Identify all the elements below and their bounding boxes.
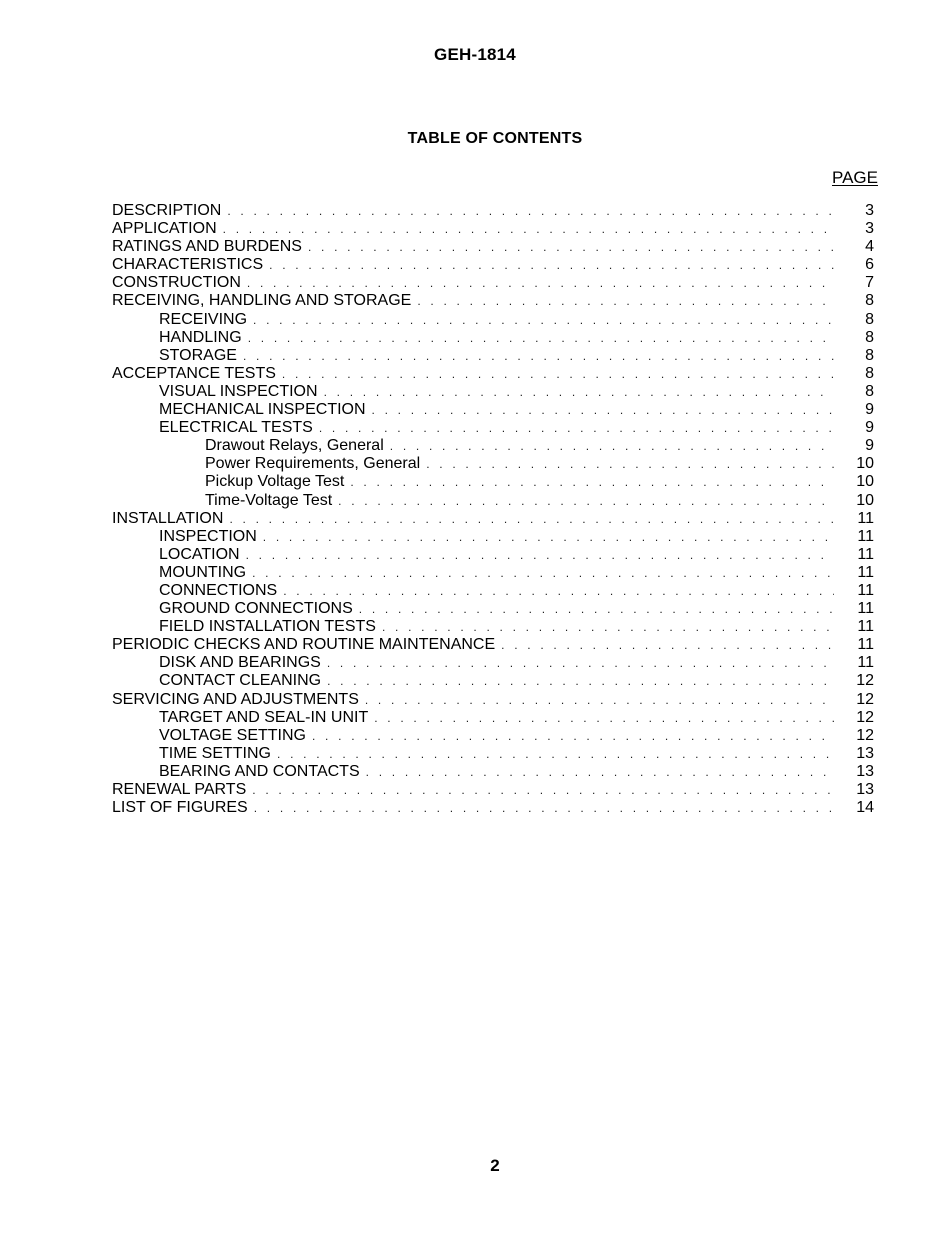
dot-leader	[319, 419, 834, 437]
dot-leader	[227, 202, 834, 220]
toc-entry	[112, 781, 874, 799]
toc-entry-page: 8	[865, 382, 874, 400]
toc-entry-page: 8	[865, 328, 874, 346]
dot-leader	[324, 383, 834, 401]
toc-entry-label: VISUAL INSPECTION	[159, 382, 318, 400]
toc-entry-label: RECEIVING	[159, 310, 248, 328]
toc-entry-label: FIELD INSTALLATION TESTS	[159, 618, 376, 636]
page-number: 2	[490, 1156, 500, 1175]
page-column-heading: PAGE	[832, 168, 878, 187]
toc-entry-label: MECHANICAL INSPECTION	[159, 401, 366, 419]
dot-leader	[365, 691, 834, 709]
toc-entry-label: HANDLING	[159, 328, 242, 346]
dot-leader	[243, 347, 834, 365]
toc-entry-label: LIST OF FIGURES	[112, 799, 248, 817]
toc-entry	[112, 256, 874, 274]
toc-entry-label: RENEWAL PARTS	[112, 781, 247, 798]
toc-entry	[112, 455, 874, 473]
dot-leader	[366, 763, 834, 781]
dot-leader	[277, 745, 834, 763]
dot-leader	[312, 727, 834, 745]
toc-entry-label: DESCRIPTION	[112, 202, 222, 219]
toc-entry-page: 11	[857, 509, 874, 527]
dot-leader	[248, 329, 834, 347]
toc-title: TABLE OF CONTENTS	[407, 130, 583, 147]
toc-entry	[112, 383, 874, 401]
toc-entry-page: 7	[865, 274, 874, 292]
toc-entry	[112, 600, 874, 618]
toc-entry-label: VOLTAGE SETTING	[159, 726, 306, 744]
dot-leader	[501, 636, 834, 654]
toc-entry	[112, 727, 874, 745]
toc-entry-label: CONTACT CLEANING	[159, 672, 322, 690]
toc-entry-page: 4	[865, 238, 874, 256]
toc-entry	[112, 329, 874, 347]
toc-entry	[112, 691, 874, 709]
toc-entry	[112, 365, 874, 383]
toc-entry-label: ELECTRICAL TESTS	[159, 419, 313, 437]
toc-list	[112, 202, 874, 817]
toc-entry-page: 12	[856, 726, 874, 744]
toc-entry-label: Pickup Voltage Test	[205, 473, 345, 491]
toc-entry	[112, 419, 874, 437]
toc-entry	[112, 709, 874, 727]
toc-entry-label: ACCEPTANCE TESTS	[112, 364, 276, 382]
toc-entry	[112, 311, 874, 329]
toc-entry-page: 11	[857, 600, 874, 618]
toc-entry-label: PERIODIC CHECKS AND ROUTINE MAINTENANCE	[112, 636, 496, 654]
dot-leader	[254, 799, 834, 817]
toc-entry	[112, 473, 874, 491]
toc-entry	[112, 292, 874, 310]
toc-entry	[112, 347, 874, 365]
toc-entry-page: 12	[856, 672, 874, 690]
dot-leader	[327, 672, 834, 690]
toc-entry	[112, 546, 874, 564]
toc-entry-label: Drawout Relays, General	[205, 437, 384, 455]
toc-entry	[112, 618, 874, 636]
toc-entry-label: LOCATION	[159, 545, 240, 563]
toc-entry-page: 8	[865, 346, 874, 364]
dot-leader	[223, 220, 834, 238]
toc-entry-page: 8	[865, 364, 874, 382]
dot-leader	[338, 492, 834, 510]
dot-leader	[372, 401, 834, 419]
toc-entry-page: 13	[856, 744, 874, 762]
dot-leader	[253, 311, 834, 329]
toc-entry	[112, 202, 874, 220]
toc-entry-label: SERVICING AND ADJUSTMENTS	[112, 690, 359, 708]
dot-leader	[327, 654, 834, 672]
toc-entry-page: 9	[865, 437, 874, 455]
dot-leader	[390, 437, 834, 455]
toc-entry-page: 6	[865, 256, 874, 274]
toc-entry-page: 9	[865, 401, 874, 419]
toc-entry-page: 12	[856, 690, 874, 708]
toc-entry-label: STORAGE	[159, 346, 237, 364]
toc-entry-page: 11	[857, 654, 874, 672]
toc-entry-page: 14	[856, 799, 874, 817]
toc-entry-page: 8	[865, 310, 874, 328]
toc-entry-label: DISK AND BEARINGS	[159, 654, 321, 672]
toc-entry	[112, 510, 874, 528]
toc-entry-label: INSPECTION	[159, 527, 257, 545]
toc-entry	[112, 763, 874, 781]
dot-leader	[350, 473, 834, 491]
toc-entry-label: BEARING AND CONTACTS	[159, 762, 360, 780]
dot-leader	[283, 582, 834, 600]
toc-entry	[112, 582, 874, 600]
dot-leader	[374, 709, 834, 727]
toc-entry	[112, 492, 874, 510]
dot-leader	[247, 274, 834, 292]
toc-entry-page: 12	[856, 708, 874, 726]
dot-leader	[417, 292, 834, 310]
dot-leader	[359, 600, 834, 618]
toc-entry	[112, 672, 874, 690]
toc-entry-page: 9	[865, 419, 874, 437]
toc-entry	[112, 528, 874, 546]
dot-leader	[263, 528, 834, 546]
dot-leader	[282, 365, 834, 383]
toc-entry-label: APPLICATION	[112, 220, 217, 238]
toc-entry-page: 10	[856, 491, 874, 509]
toc-entry-label: INSTALLATION	[112, 509, 224, 527]
toc-entry	[112, 274, 874, 292]
toc-entry-label: TIME SETTING	[159, 744, 271, 762]
toc-entry-label: GROUND CONNECTIONS	[159, 600, 353, 618]
dot-leader	[308, 238, 834, 256]
toc-entry-label: TARGET AND SEAL-IN UNIT	[159, 708, 369, 726]
toc-entry	[112, 437, 874, 455]
dot-leader	[252, 781, 834, 799]
dot-leader	[269, 256, 834, 274]
toc-entry	[112, 745, 874, 763]
toc-entry	[112, 220, 874, 238]
dot-leader	[229, 510, 834, 528]
toc-entry-label: CONNECTIONS	[159, 581, 278, 599]
toc-entry-page: 3	[865, 220, 874, 238]
toc-entry-page: 11	[857, 563, 874, 581]
toc-entry-label: CHARACTERISTICS	[112, 256, 264, 274]
toc-entry-label: RATINGS AND BURDENS	[112, 238, 302, 256]
dot-leader	[426, 455, 834, 473]
toc-entry-page: 13	[856, 781, 874, 798]
dot-leader	[252, 564, 834, 582]
toc-entry-label: Power Requirements, General	[205, 455, 421, 473]
toc-entry-page: 11	[857, 581, 874, 599]
toc-entry	[112, 636, 874, 654]
document-id: GEH-1814	[434, 45, 516, 64]
toc-entry-label: Time-Voltage Test	[205, 491, 333, 509]
toc-entry	[112, 799, 874, 817]
toc-entry-page: 8	[865, 292, 874, 310]
toc-entry-page: 10	[856, 473, 874, 491]
toc-entry-page: 13	[856, 762, 874, 780]
toc-entry-page: 11	[857, 545, 874, 563]
toc-entry	[112, 238, 874, 256]
toc-entry-label: RECEIVING, HANDLING AND STORAGE	[112, 292, 412, 310]
toc-entry-page: 3	[865, 202, 874, 219]
toc-entry-page: 11	[857, 618, 874, 636]
toc-entry	[112, 654, 874, 672]
toc-entry	[112, 564, 874, 582]
dot-leader	[246, 546, 834, 564]
toc-entry	[112, 401, 874, 419]
toc-entry-label: CONSTRUCTION	[112, 274, 241, 292]
toc-entry-label: MOUNTING	[159, 563, 247, 581]
dot-leader	[382, 618, 834, 636]
toc-entry-page: 10	[856, 455, 874, 473]
toc-entry-page: 11	[857, 636, 874, 654]
toc-entry-page: 11	[857, 527, 874, 545]
